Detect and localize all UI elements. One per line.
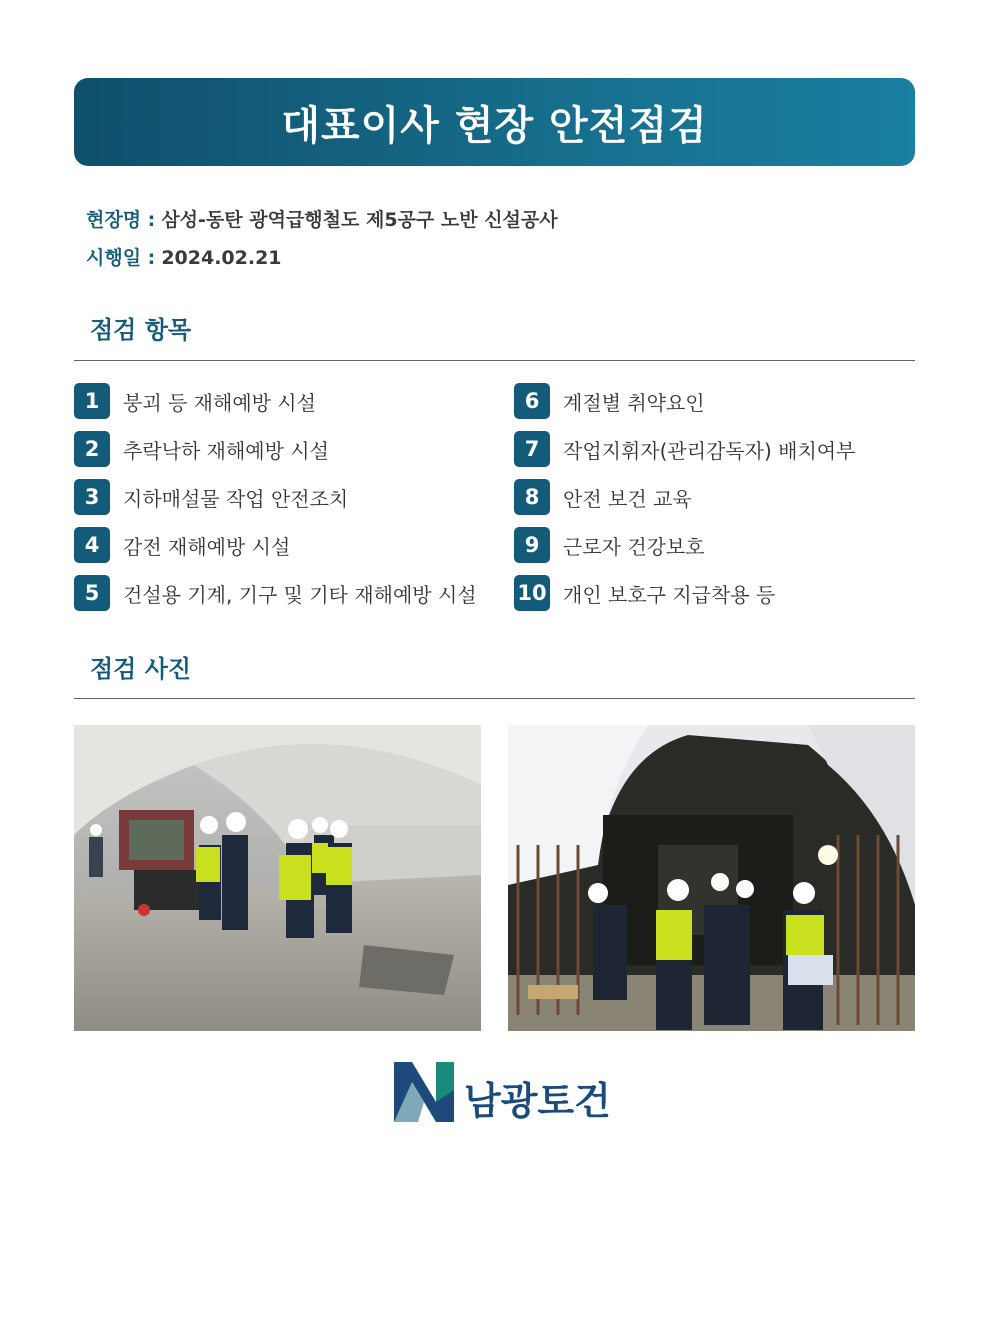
item-number-badge: 9 bbox=[514, 527, 550, 563]
inspection-item bbox=[514, 473, 855, 521]
inspection-item bbox=[74, 473, 477, 521]
site-name-row bbox=[86, 205, 558, 232]
item-number-badge: 6 bbox=[514, 383, 550, 419]
inspection-item bbox=[514, 377, 855, 425]
inspection-item bbox=[74, 521, 477, 569]
site-name-value: 삼성-동탄 광역급행철도 제5공구 노반 신설공사 bbox=[161, 209, 558, 231]
item-text: 개인 보호구 지급착용 등 bbox=[563, 582, 776, 607]
item-number-badge: 2 bbox=[74, 431, 110, 467]
item-text: 안전 보건 교육 bbox=[563, 486, 692, 511]
date-row bbox=[86, 243, 282, 270]
item-number-badge: 7 bbox=[514, 431, 550, 467]
item-text: 근로자 건강보호 bbox=[563, 534, 705, 559]
inspection-photo-1 bbox=[74, 725, 481, 1031]
item-number-badge: 4 bbox=[74, 527, 110, 563]
inspection-item bbox=[514, 521, 855, 569]
inspection-items-heading: 점검 항목 bbox=[90, 316, 192, 344]
company-name: 남광토건 bbox=[464, 1079, 611, 1123]
inspection-item bbox=[74, 425, 477, 473]
item-text: 작업지휘자(관리감독자) 배치여부 bbox=[563, 438, 856, 463]
item-number-badge: 5 bbox=[74, 575, 110, 611]
site-name-label: 현장명 : bbox=[86, 209, 156, 231]
inspection-item bbox=[514, 425, 855, 473]
date-label: 시행일 : bbox=[86, 247, 156, 269]
title-banner bbox=[74, 78, 915, 166]
item-number-badge: 1 bbox=[74, 383, 110, 419]
item-number-badge: 10 bbox=[514, 575, 550, 611]
item-text: 계절별 취약요인 bbox=[563, 390, 705, 415]
inspection-photo-2 bbox=[508, 725, 915, 1031]
item-text: 감전 재해예방 시설 bbox=[123, 534, 291, 559]
date-value: 2024.02.21 bbox=[161, 247, 282, 269]
item-text: 건설용 기계, 기구 및 기타 재해예방 시설 bbox=[123, 582, 477, 607]
nk-logo-icon bbox=[392, 1060, 456, 1124]
inspection-photos-heading: 점검 사진 bbox=[90, 655, 192, 683]
item-text: 붕괴 등 재해예방 시설 bbox=[123, 390, 316, 415]
page-title: 대표이사 현장 안전점검 bbox=[281, 102, 708, 149]
item-text: 지하매설물 작업 안전조치 bbox=[123, 486, 349, 511]
company-logo bbox=[392, 1060, 622, 1126]
inspection-item bbox=[74, 569, 477, 617]
divider bbox=[74, 360, 915, 361]
item-number-badge: 8 bbox=[514, 479, 550, 515]
inspection-item bbox=[514, 569, 855, 617]
item-number-badge: 3 bbox=[74, 479, 110, 515]
item-text: 추락낙하 재해예방 시설 bbox=[123, 438, 329, 463]
inspection-item bbox=[74, 377, 477, 425]
divider bbox=[74, 698, 915, 699]
